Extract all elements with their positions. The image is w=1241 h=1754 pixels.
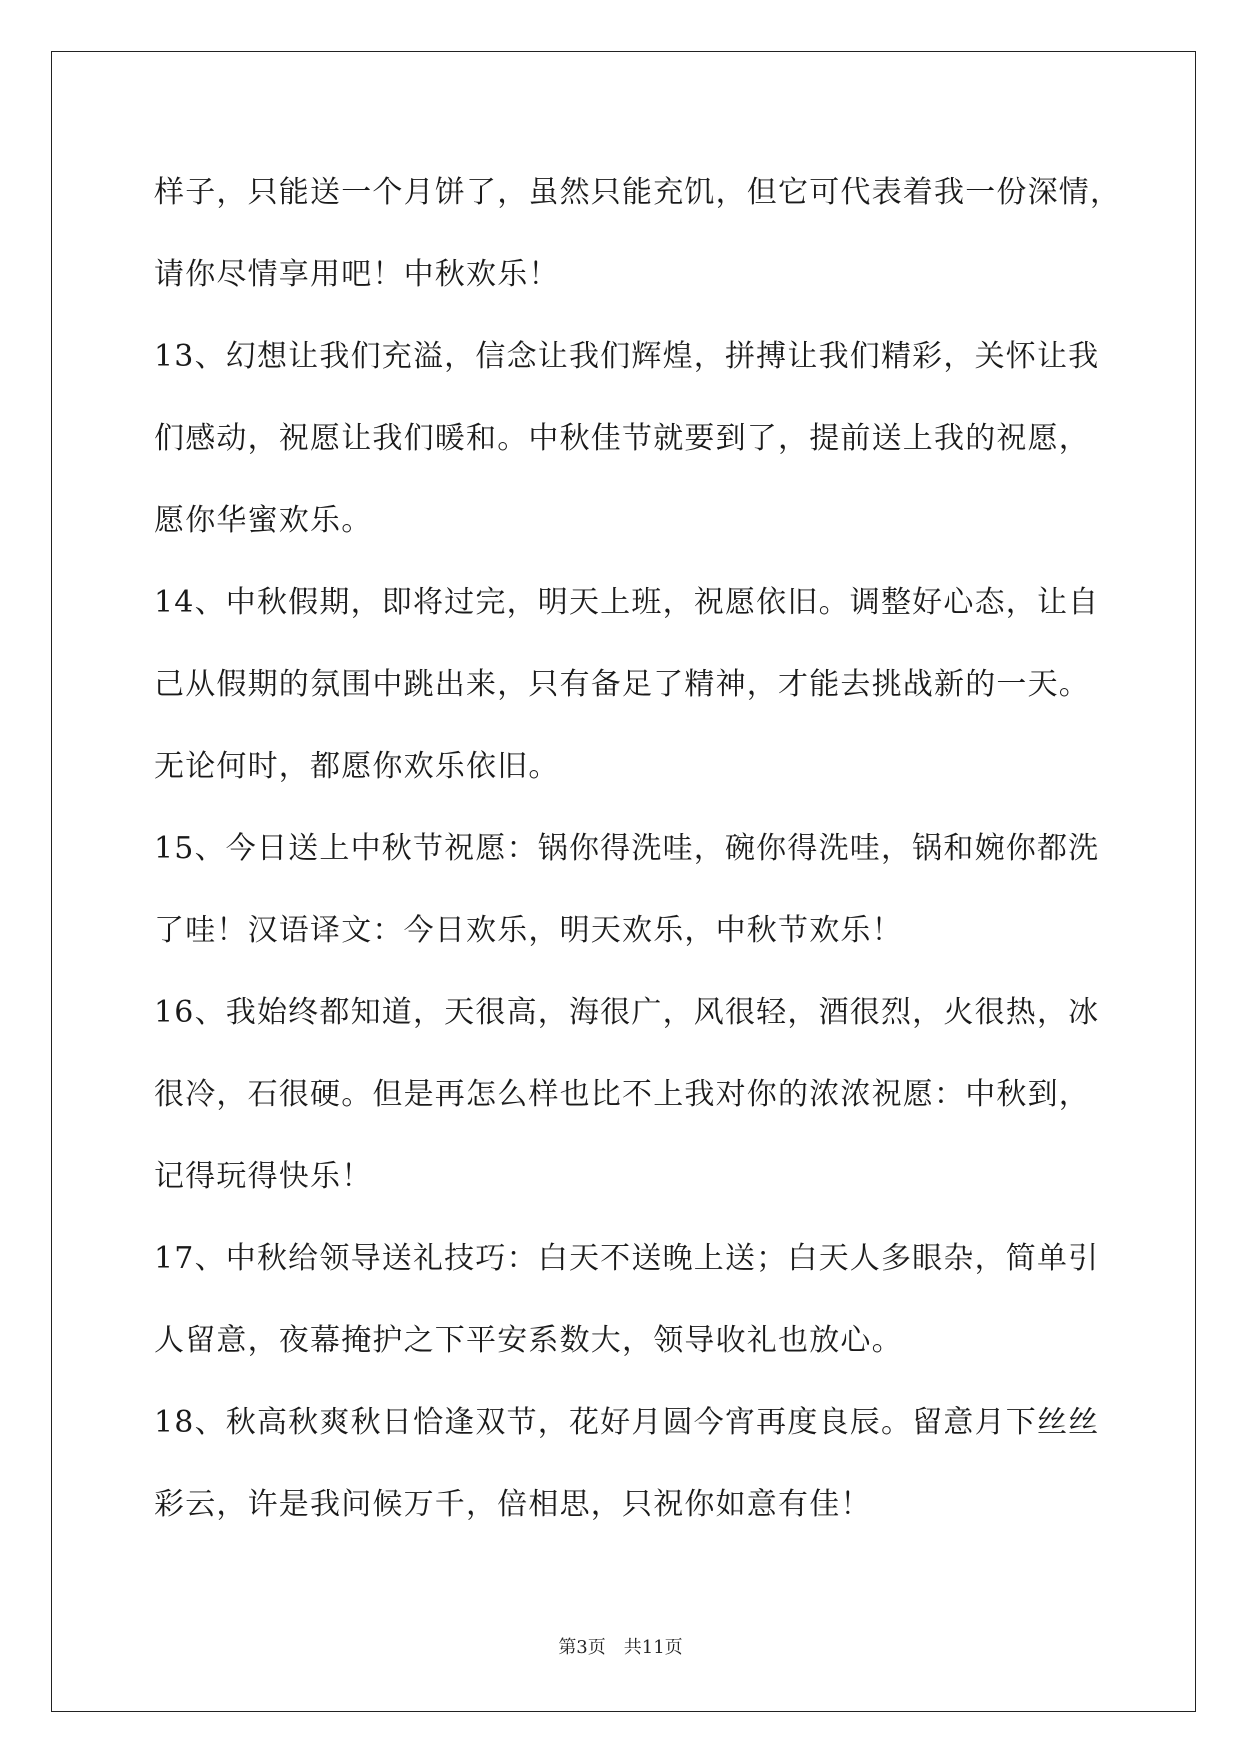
text-line: 14、中秋假期，即将过完，明天上班，祝愿依旧。调整好心态，让自 — [154, 585, 1100, 620]
text-line: 13、幻想让我们充溢，信念让我们辉煌，拼搏让我们精彩，关怀让我 — [154, 339, 1100, 374]
text-line: 愿你华蜜欢乐。 — [154, 503, 373, 538]
text-line: 16、我始终都知道，天很高，海很广，风很轻，酒很烈，火很热，冰 — [154, 995, 1100, 1030]
text-line: 了哇！汉语译文：今日欢乐，明天欢乐，中秋节欢乐！ — [154, 913, 903, 948]
text-line: 请你尽情享用吧！中秋欢乐！ — [154, 257, 560, 292]
text-line: 18、秋高秋爽秋日恰逢双节，花好月圆今宵再度良辰。留意月下丝丝 — [154, 1405, 1100, 1440]
text-line: 样子，只能送一个月饼了，虽然只能充饥，但它可代表着我一份深情， — [154, 175, 1122, 210]
text-line: 们感动，祝愿让我们暖和。中秋佳节就要到了，提前送上我的祝愿， — [154, 421, 1090, 456]
page-number-footer: 第3页 共11页 — [558, 1637, 683, 1658]
text-line: 记得玩得快乐！ — [154, 1159, 373, 1194]
text-line: 无论何时，都愿你欢乐依旧。 — [154, 749, 560, 784]
text-line: 己从假期的氛围中跳出来，只有备足了精神，才能去挑战新的一天。 — [154, 667, 1090, 702]
text-line: 人留意，夜幕掩护之下平安系数大，领导收礼也放心。 — [154, 1323, 903, 1358]
text-line: 15、今日送上中秋节祝愿：锅你得洗哇，碗你得洗哇，锅和婉你都洗 — [154, 831, 1100, 866]
text-line: 很冷，石很硬。但是再怎么样也比不上我对你的浓浓祝愿：中秋到， — [154, 1077, 1090, 1112]
document-body — [154, 152, 1154, 1546]
text-line: 17、中秋给领导送礼技巧：白天不送晚上送；白天人多眼杂，简单引 — [154, 1241, 1100, 1276]
text-line: 彩云，许是我问候万千，倍相思，只祝你如意有佳！ — [154, 1487, 872, 1522]
